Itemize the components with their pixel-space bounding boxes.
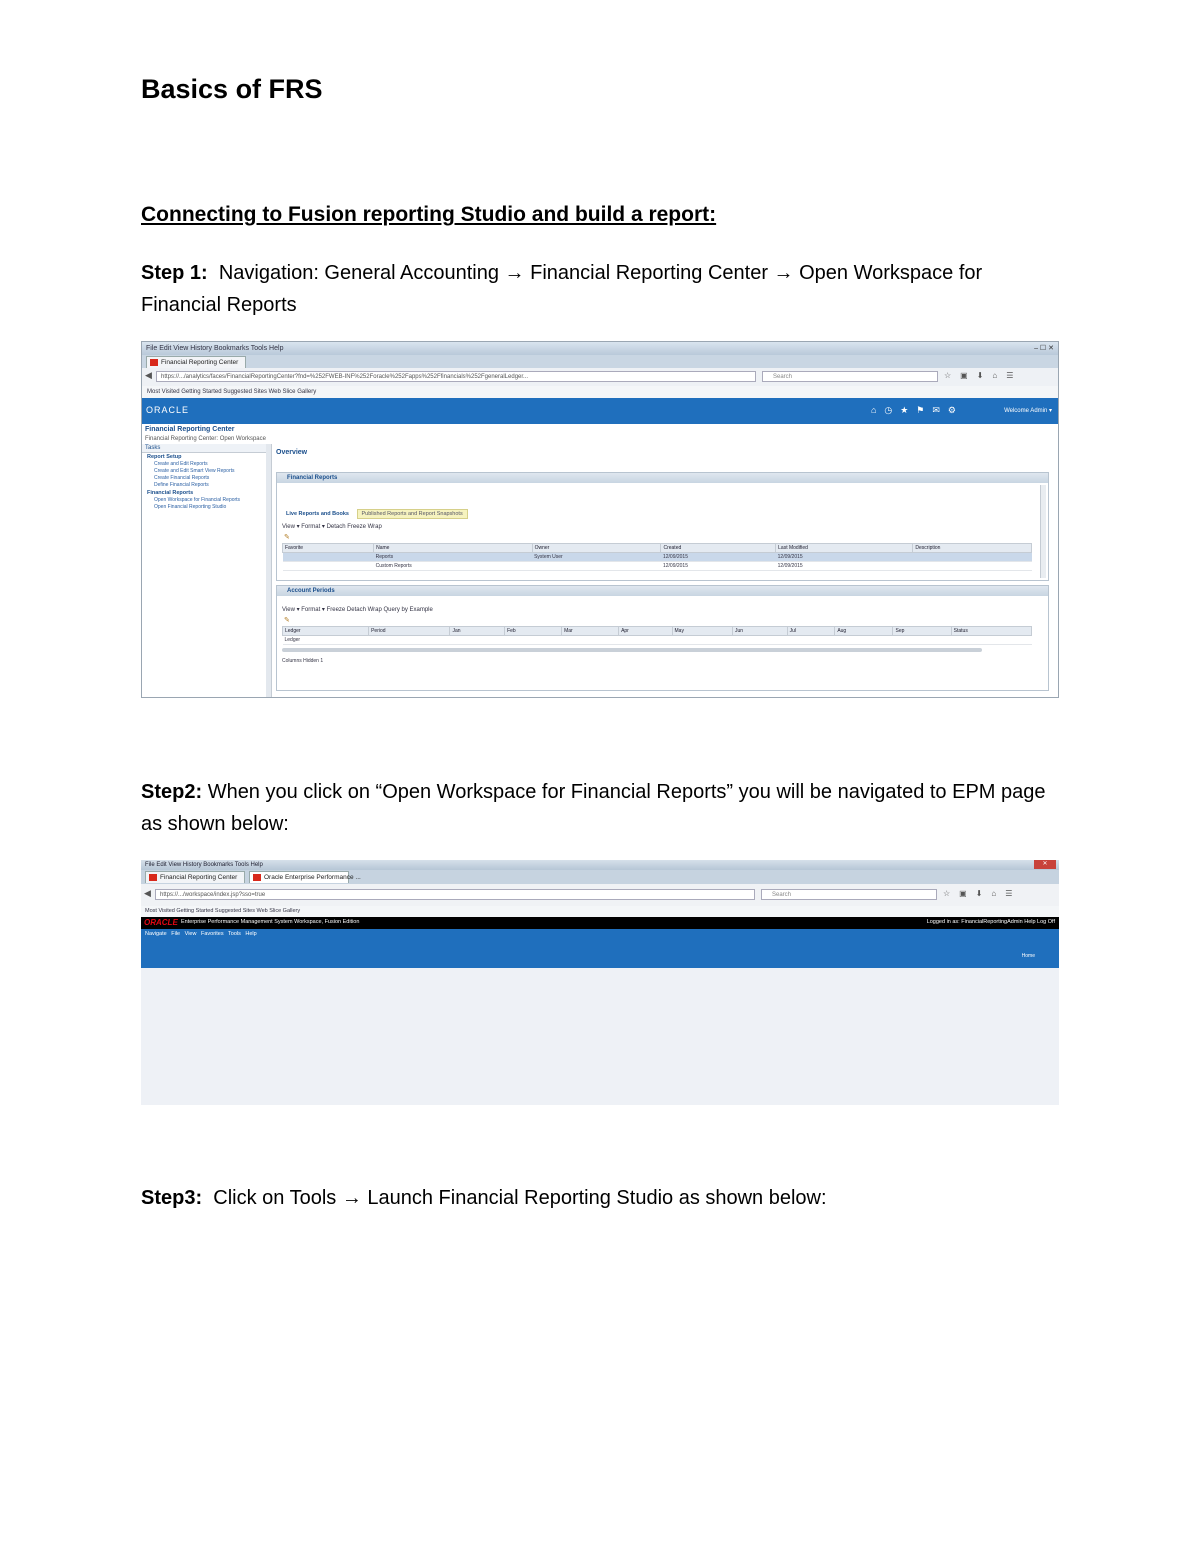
window-controls[interactable]: – ☐ ✕ — [1034, 345, 1054, 352]
pencil-icon[interactable]: ✎ — [284, 617, 290, 624]
browser-menubar[interactable]: File Edit View History Bookmarks Tools Help — [142, 342, 1058, 355]
epm-home-button[interactable]: Home — [1021, 953, 1035, 959]
column-header[interactable]: Period — [369, 627, 450, 636]
browser-tab-active[interactable] — [249, 871, 361, 883]
panel-splitter[interactable] — [266, 444, 272, 697]
browser-search-input[interactable]: Search — [762, 371, 938, 382]
column-header[interactable]: Created — [661, 544, 776, 553]
reports-table — [282, 543, 1032, 571]
financial-reports-panel-title[interactable]: Financial Reports — [277, 473, 1048, 483]
browser-tabbar — [141, 870, 1059, 884]
table-cell: 12/09/2015 — [661, 562, 776, 571]
account-periods-panel-title[interactable]: Account Periods — [277, 586, 1048, 596]
task-link[interactable]: Create and Edit Smart View Reports — [154, 468, 235, 474]
table-cell — [283, 553, 374, 562]
epm-menubar[interactable]: Navigate File View Favorites Tools Help — [145, 931, 257, 937]
browser-tab-label: Financial Reporting Center — [160, 874, 238, 881]
column-header[interactable]: Aug — [835, 627, 893, 636]
back-arrow-icon[interactable]: ◀ — [144, 888, 151, 898]
tab-live-reports[interactable]: Live Reports and Books — [286, 511, 349, 517]
column-header[interactable]: Last Modified — [776, 544, 913, 553]
header-global-icons[interactable]: ⌂◷★⚑✉⚙ — [870, 405, 964, 415]
browser-tab-label: Oracle Enterprise Performance ... — [264, 874, 361, 881]
tab-published-reports[interactable]: Published Reports and Report Snapshots — [357, 509, 468, 519]
table-row[interactable] — [283, 636, 1032, 645]
column-header[interactable]: Favorite — [283, 544, 374, 553]
browser-toolbar-icons[interactable]: ☆▣⬇⌂☰ — [943, 889, 1022, 898]
url-input[interactable]: https://.../analytics/faces/FinancialReportingCenter?fnd=%252FWEB-INF%252Foracle%252Fapps%252Ffinancials%252FgeneralLedger... — [156, 371, 756, 382]
table-cell[interactable]: Ledger — [283, 636, 1032, 645]
periods-footer: Columns Hidden 1 — [282, 658, 324, 664]
url-input[interactable]: https://.../workspace/index.jsp?sso=true — [155, 889, 755, 900]
table-row[interactable] — [283, 553, 1032, 562]
step-3-text: Click on Tools → Launch Financial Reporting Studio as shown below: — [213, 1187, 827, 1209]
bookmarks-bar[interactable]: Most Visited Getting Started Suggested Sites Web Slice Gallery — [142, 386, 1058, 398]
screenshot-financial-reporting-center — [141, 341, 1059, 698]
browser-tab[interactable] — [146, 356, 246, 368]
table-cell[interactable]: Custom Reports — [374, 562, 533, 571]
tasks-panel — [142, 444, 267, 697]
section-heading: Connecting to Fusion reporting Studio and build a report: — [141, 203, 717, 226]
back-arrow-icon[interactable]: ◀ — [145, 370, 152, 380]
browser-search-input[interactable]: Search — [761, 889, 937, 900]
table-cell — [283, 562, 374, 571]
periods-table — [282, 626, 1032, 645]
browser-tab-label: Financial Reporting Center — [161, 359, 239, 366]
task-group-report-setup[interactable]: Report Setup — [147, 454, 182, 460]
task-link[interactable]: Create Financial Reports — [154, 475, 210, 481]
table-cell — [913, 562, 1032, 571]
reports-toolbar[interactable]: View ▾ Format ▾ Detach Freeze Wrap — [282, 524, 382, 530]
document-title: Basics of FRS — [141, 74, 323, 104]
user-menu[interactable]: Welcome Admin ▾ — [1004, 408, 1052, 414]
table-cell: 12/09/2015 — [776, 562, 913, 571]
column-header[interactable]: Name — [374, 544, 533, 553]
reports-subtabs — [282, 509, 470, 519]
oracle-logo: ORACLE — [144, 918, 178, 927]
page-subtitle: Financial Reporting Center: Open Workspace — [145, 436, 266, 442]
step-2-text: When you click on “Open Workspace for Financial Reports” you will be navigated to EPM page as shown below: — [141, 781, 1046, 835]
step-2-paragraph — [141, 776, 1061, 840]
task-link-open-studio[interactable]: Open Financial Reporting Studio — [154, 504, 227, 510]
column-header[interactable]: Status — [951, 627, 1031, 636]
column-header[interactable]: Ledger — [283, 627, 369, 636]
page-title: Financial Reporting Center — [145, 426, 235, 433]
task-link-open-workspace[interactable]: Open Workspace for Financial Reports — [154, 497, 241, 503]
column-header[interactable]: May — [672, 627, 732, 636]
epm-header — [141, 917, 1059, 929]
step-3-paragraph — [141, 1182, 1061, 1214]
tasks-heading: Tasks — [142, 444, 266, 453]
task-group-financial-reports[interactable]: Financial Reports — [147, 490, 194, 496]
oracle-favicon-icon — [253, 874, 261, 881]
oracle-header — [142, 398, 1058, 424]
epm-toolbar — [141, 929, 1059, 968]
browser-tabbar — [142, 355, 1058, 368]
screenshot-epm-workspace — [141, 860, 1059, 1105]
close-icon[interactable]: ✕ — [1034, 860, 1056, 869]
table-row[interactable] — [283, 562, 1032, 571]
column-header[interactable]: Jun — [732, 627, 787, 636]
column-header[interactable]: Jan — [450, 627, 505, 636]
table-cell — [532, 562, 661, 571]
periods-horizontal-scrollbar[interactable] — [282, 648, 982, 652]
epm-product-name: Enterprise Performance Management System Workspace, Fusion Edition — [181, 919, 360, 925]
table-cell[interactable]: Reports — [374, 553, 533, 562]
step-1-label: Step 1: — [141, 262, 208, 284]
browser-tab[interactable] — [145, 871, 245, 883]
browser-urlbar — [141, 884, 1059, 907]
reports-scrollbar[interactable] — [1040, 485, 1046, 578]
table-cell: 12/09/2015 — [776, 553, 913, 562]
column-header[interactable]: Apr — [619, 627, 672, 636]
column-header[interactable]: Sep — [893, 627, 951, 636]
column-header[interactable]: Description — [913, 544, 1032, 553]
oracle-favicon-icon — [150, 359, 158, 366]
step-1-text: Navigation: General Accounting → Financial Reporting Center → Open Workspace for Financial Reports — [141, 262, 983, 316]
bookmarks-bar[interactable]: Most Visited Getting Started Suggested Sites Web Slice Gallery — [141, 906, 1059, 917]
account-periods-panel — [276, 585, 1049, 691]
oracle-favicon-icon — [149, 874, 157, 881]
step-3-label: Step3: — [141, 1187, 203, 1209]
browser-toolbar-icons[interactable]: ☆▣⬇⌂☰ — [944, 371, 1023, 380]
epm-user-info[interactable]: Logged in as: FinancialReportingAdmin Help Log Off — [926, 919, 1055, 925]
column-header[interactable]: Owner — [532, 544, 661, 553]
column-header[interactable]: Feb — [505, 627, 562, 636]
oracle-logo[interactable]: ORACLE — [146, 405, 190, 415]
browser-menubar[interactable]: File Edit View History Bookmarks Tools Help — [141, 860, 1059, 870]
browser-urlbar — [142, 368, 1058, 387]
table-cell — [913, 553, 1032, 562]
overview-title: Overview — [276, 449, 308, 456]
task-link[interactable]: Create and Edit Reports — [154, 461, 208, 467]
column-header[interactable]: Mar — [562, 627, 619, 636]
step-2-label: Step2: — [141, 781, 203, 803]
table-cell: 12/09/2015 — [661, 553, 776, 562]
pencil-icon[interactable]: ✎ — [284, 534, 290, 541]
reports-table-header — [283, 544, 1032, 553]
step-1-paragraph — [141, 257, 1061, 321]
column-header[interactable]: Jul — [787, 627, 835, 636]
periods-table-header — [283, 627, 1032, 636]
periods-toolbar[interactable]: View ▾ Format ▾ Freeze Detach Wrap Query by Example — [282, 607, 433, 613]
financial-reports-panel — [276, 472, 1049, 581]
table-cell: System User — [532, 553, 661, 562]
task-link[interactable]: Define Financial Reports — [154, 482, 209, 488]
